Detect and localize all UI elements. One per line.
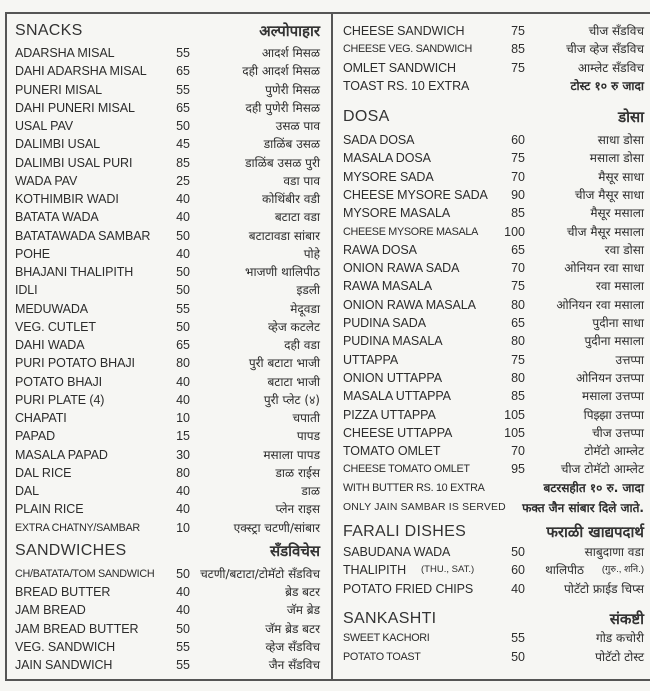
item-price: 65 — [176, 338, 190, 352]
butter-note-text-marathi: बटरसहीत १० रु. जादा — [543, 481, 644, 495]
item-name-marathi: मेदूवडा — [290, 301, 320, 316]
item-name-marathi: ओनियन रवा मसाला — [556, 297, 644, 312]
menu-item — [333, 259, 650, 277]
jain-note-text: ONLY JAIN SAMBAR IS SERVED — [343, 502, 506, 513]
item-name: CHEESE TOMATO OMLET — [343, 463, 470, 476]
item-price: 65 — [511, 242, 525, 257]
item-price: 40 — [176, 585, 190, 600]
item-name-marathi: पोटॅटो फ्राईड चिप्स — [563, 581, 644, 596]
section-title-marathi: संकष्टी — [609, 610, 644, 628]
menu-item — [333, 223, 650, 241]
menu-item — [0, 99, 332, 117]
item-name-marathi: ओनियन उत्तप्पा — [576, 370, 644, 385]
item-name-marathi: चीज मैसूर साधा — [574, 187, 644, 202]
item-name: POTATO BHAJI — [15, 374, 103, 389]
item-name-marathi: कोथिंबीर वडी — [262, 192, 320, 206]
item-name: POHE — [15, 246, 51, 261]
item-name: PIZZA UTTAPPA — [343, 407, 436, 422]
item-name-marathi: चीज मैसूर मसाला — [566, 224, 644, 239]
item-name-marathi-note: (गुरु., शनि.) — [601, 564, 644, 576]
item-name: POTATO TOAST — [343, 650, 421, 663]
item-price: 70 — [511, 444, 525, 459]
item-name-marathi: उत्तप्पा — [615, 352, 644, 367]
item-price: 70 — [511, 169, 525, 184]
item-name: BATATA WADA — [15, 210, 99, 225]
item-price: 75 — [511, 352, 525, 367]
menu-item — [0, 482, 332, 500]
item-name-marathi: बटाटा वडा — [274, 210, 320, 225]
item-name: USAL PAV — [15, 119, 74, 133]
menu-item — [333, 40, 650, 58]
item-price: 40 — [511, 581, 525, 596]
item-name: WADA PAV — [15, 173, 78, 188]
item-price: 50 — [176, 567, 190, 581]
menu-item — [0, 519, 332, 537]
item-name-marathi: पुरी प्लेट (४) — [263, 392, 320, 407]
menu-item — [333, 460, 650, 478]
dosa-header — [333, 106, 650, 124]
item-name-marathi: प्लेन राइस — [275, 502, 320, 517]
item-price: 95 — [511, 462, 525, 477]
item-price: 40 — [176, 502, 190, 517]
item-name: DAHI PUNERI MISAL — [15, 100, 135, 115]
section-title: FARALI DISHES — [343, 523, 467, 540]
item-price: 85 — [511, 206, 525, 221]
menu-item — [0, 427, 332, 445]
item-name: CHEESE UTTAPPA — [343, 425, 453, 440]
item-price: 40 — [176, 246, 190, 261]
item-name: CHEESE SANDWICH — [343, 24, 465, 38]
item-price: 80 — [511, 334, 525, 349]
item-name: CHEESE VEG. SANDWICH — [343, 43, 472, 56]
section-title: DOSA — [343, 108, 390, 125]
menu-item — [333, 580, 650, 598]
item-name: CH/BATATA/TOM SANDWICH — [15, 568, 155, 580]
menu-item — [333, 424, 650, 442]
item-name: PAPAD — [15, 429, 56, 444]
item-name: MYSORE SADA — [343, 169, 434, 184]
item-price: 40 — [176, 192, 190, 206]
item-name: VEG. CUTLET — [15, 319, 96, 334]
item-price: 50 — [176, 283, 190, 298]
item-price: 10 — [176, 411, 190, 425]
snacks-header — [0, 20, 332, 38]
item-name: JAM BREAD — [15, 603, 86, 618]
item-price: 50 — [176, 621, 190, 636]
item-name: BHAJANI THALIPITH — [15, 265, 134, 279]
item-price: 40 — [176, 392, 190, 407]
item-name-marathi: टोमॅटो आम्लेट — [584, 444, 644, 459]
item-name-note: (THU., SAT.) — [421, 564, 475, 576]
item-name-marathi: आदर्श मिसळ — [261, 46, 320, 60]
menu-item — [0, 565, 332, 583]
item-name: CHEESE MYSORE SADA — [343, 187, 488, 202]
item-price: 90 — [511, 187, 525, 202]
item-price: 60 — [511, 133, 525, 147]
item-name: VEG. SANDWICH — [15, 639, 116, 654]
menu-item — [333, 648, 650, 666]
item-price: 105 — [504, 425, 525, 440]
sankashti-header — [333, 608, 650, 626]
item-name: PURI POTATO BHAJI — [15, 356, 135, 371]
menu-item — [0, 620, 332, 638]
menu-item — [333, 22, 650, 40]
item-name: DAHI WADA — [15, 338, 85, 352]
item-name-marathi: जैन सँडविच — [268, 658, 320, 672]
item-name: ONION RAWA MASALA — [343, 297, 476, 312]
section-title: SANKASHTI — [343, 610, 437, 627]
item-name-marathi: जॅम ब्रेड बटर — [265, 621, 320, 636]
item-name-marathi: चपाती — [292, 411, 320, 425]
menu-item — [0, 62, 332, 80]
item-price: 15 — [176, 429, 190, 444]
item-name: POTATO FRIED CHIPS — [343, 581, 474, 596]
menu-item — [0, 208, 332, 226]
item-name-marathi: एक्स्ट्रा चटणी/सांबार — [233, 520, 320, 535]
menu-item — [333, 277, 650, 295]
item-name: SADA DOSA — [343, 133, 415, 147]
item-name: ONION RAWA SADA — [343, 261, 460, 276]
item-name: MASALA PAPAD — [15, 447, 108, 462]
item-name-marathi: दही पुणेरी मिसळ — [245, 100, 320, 115]
item-name-marathi: उसळ पाव — [275, 119, 320, 133]
item-price: 70 — [511, 261, 525, 276]
menu-item — [333, 314, 650, 332]
item-price: 55 — [176, 46, 190, 60]
item-name: KOTHIMBIR WADI — [15, 192, 119, 206]
menu-item — [333, 561, 650, 579]
item-name-marathi: पापड — [296, 429, 320, 444]
menu-item — [0, 391, 332, 409]
section-title: SANDWICHES — [15, 542, 127, 559]
item-name: OMLET SANDWICH — [343, 60, 456, 75]
menu-item — [0, 464, 332, 482]
menu-item — [0, 172, 332, 190]
sandwiches-header — [0, 540, 332, 558]
menu-item — [0, 601, 332, 619]
menu-item — [0, 281, 332, 299]
item-name-marathi: जॅम ब्रेड — [286, 603, 320, 618]
menu-item — [0, 117, 332, 135]
item-price: 40 — [176, 374, 190, 389]
item-name-marathi: बटाटावडा सांबार — [248, 228, 320, 243]
item-price: 60 — [511, 563, 525, 578]
item-name: CHEESE MYSORE MASALA — [343, 225, 478, 238]
item-name-marathi: ओनियन रवा साधा — [564, 261, 644, 276]
menu-item — [0, 336, 332, 354]
item-price: 50 — [176, 265, 190, 279]
jain-note-text-marathi: फक्त जैन सांबार दिले जाते. — [522, 501, 644, 515]
menu-item — [333, 332, 650, 350]
toast-note-text: TOAST RS. 10 EXTRA — [343, 79, 470, 93]
item-price: 65 — [511, 316, 525, 330]
item-price: 85 — [511, 389, 525, 404]
item-name: THALIPITH — [343, 563, 406, 578]
item-price: 55 — [511, 631, 525, 645]
item-name-marathi: पोहे — [303, 246, 320, 261]
item-price: 40 — [176, 603, 190, 618]
item-name: JAIN SANDWICH — [15, 658, 113, 672]
item-price: 55 — [176, 658, 190, 672]
menu-item — [0, 227, 332, 245]
item-name: PUDINA SADA — [343, 316, 426, 330]
toast-note-text-marathi: टोस्ट १० रु जादा — [570, 79, 644, 93]
menu-item — [333, 387, 650, 405]
item-name-marathi: साधा डोसा — [597, 133, 644, 147]
item-price: 45 — [176, 137, 190, 152]
item-name-marathi: व्हेज सँडविच — [265, 639, 320, 654]
section-title-marathi: फराळी खाद्यपदार्थ — [546, 523, 644, 541]
menu-item — [0, 245, 332, 263]
menu-item — [0, 190, 332, 208]
menu-item — [0, 446, 332, 464]
butter-note-text: WITH BUTTER RS. 10 EXTRA — [343, 482, 485, 494]
item-price: 50 — [511, 545, 525, 559]
item-name: UTTAPPA — [343, 352, 399, 367]
section-title-marathi: सँडविचेस — [269, 542, 320, 560]
section-title-marathi: अल्पोपाहार — [259, 22, 320, 40]
item-name: MASALA UTTAPPA — [343, 389, 451, 404]
item-name: TOMATO OMLET — [343, 444, 441, 459]
menu-item — [333, 442, 650, 460]
item-name: DAL — [15, 484, 40, 498]
menu-item — [0, 656, 332, 674]
menu-item — [0, 263, 332, 281]
item-name: ONION UTTAPPA — [343, 370, 442, 385]
menu-item — [0, 373, 332, 391]
menu-item — [0, 300, 332, 318]
item-name-marathi: दही आदर्श मिसळ — [242, 64, 320, 79]
item-name: CHAPATI — [15, 411, 67, 425]
item-name: DALIMBI USAL PURI — [15, 155, 133, 170]
item-name-marathi: चीज व्हेज सँडविच — [566, 42, 644, 57]
item-price: 85 — [176, 155, 190, 170]
item-price: 80 — [176, 356, 190, 371]
item-price: 50 — [176, 119, 190, 133]
item-name-marathi: मसाला डोसा — [589, 151, 644, 166]
item-name-marathi: डाळ — [301, 484, 320, 498]
item-name-marathi: डाळिंब उसळ पुरी — [245, 155, 320, 170]
menu-item — [333, 186, 650, 204]
jain-note — [333, 499, 650, 517]
item-price: 40 — [176, 210, 190, 225]
item-price: 65 — [176, 64, 190, 79]
item-price: 25 — [176, 173, 190, 188]
item-price: 40 — [176, 484, 190, 498]
item-name: JAM BREAD BUTTER — [15, 621, 139, 636]
menu-item — [0, 135, 332, 153]
item-name-marathi: चीज उत्तप्पा — [592, 425, 644, 440]
menu-item — [333, 296, 650, 314]
item-name: PUDINA MASALA — [343, 334, 443, 349]
item-name-marathi: डाळ राईस — [275, 465, 320, 480]
menu-item — [0, 154, 332, 172]
item-name: PUNERI MISAL — [15, 82, 103, 97]
item-name-marathi: चटणी/बटाटा/टोमॅटो सँडविच — [200, 567, 320, 581]
item-name-marathi: मैसूर मसाला — [590, 206, 644, 221]
menu-item — [0, 583, 332, 601]
item-price: 80 — [176, 465, 190, 480]
menu-item — [333, 131, 650, 149]
item-name: PLAIN RICE — [15, 502, 84, 517]
menu-item — [0, 409, 332, 427]
item-price: 50 — [511, 649, 525, 664]
menu-item — [333, 369, 650, 387]
menu-item — [333, 168, 650, 186]
item-name: MYSORE MASALA — [343, 206, 451, 221]
item-name: SABUDANA WADA — [343, 545, 451, 559]
menu-item — [333, 149, 650, 167]
item-name-marathi: इडली — [296, 283, 320, 298]
item-name-marathi: आम्लेट सँडविच — [577, 60, 644, 75]
menu-item — [0, 318, 332, 336]
farali-header — [333, 521, 650, 539]
item-price: 55 — [176, 82, 190, 97]
item-name-marathi: पुदीना साधा — [592, 316, 644, 330]
item-name: BREAD BUTTER — [15, 585, 111, 600]
item-name-marathi: थालिपीठ — [545, 563, 584, 578]
item-name-marathi: पुदीना मसाला — [584, 334, 644, 349]
item-price: 80 — [511, 297, 525, 312]
item-name: PURI PLATE (4) — [15, 392, 105, 407]
item-name-marathi: साबुदाणा वडा — [584, 545, 644, 559]
item-price: 100 — [504, 224, 525, 239]
item-name-marathi: दही वडा — [284, 338, 320, 352]
menu-item — [333, 543, 650, 561]
item-name-marathi: पिझ्झा उत्तप्पा — [583, 407, 644, 422]
item-name-marathi: रवा डोसा — [604, 242, 644, 257]
item-name-marathi: भाजणी थालिपीठ — [245, 265, 320, 279]
menu-item — [0, 500, 332, 518]
menu-item — [333, 629, 650, 647]
item-name: IDLI — [15, 283, 38, 298]
item-name-marathi: व्हेज कटलेट — [267, 319, 320, 334]
item-price: 105 — [504, 407, 525, 422]
item-name: RAWA DOSA — [343, 242, 417, 257]
menu-item — [0, 44, 332, 62]
item-name-marathi: पुरी बटाटा भाजी — [248, 356, 320, 371]
item-name: SWEET KACHORI — [343, 632, 430, 644]
item-price: 65 — [176, 100, 190, 115]
item-name-marathi: रवा मसाला — [595, 279, 644, 294]
item-name-marathi: वडा पाव — [283, 173, 320, 188]
menu-item — [333, 204, 650, 222]
item-price: 75 — [511, 60, 525, 75]
item-name: BATATAWADA SAMBAR — [15, 228, 151, 243]
item-price: 10 — [176, 520, 190, 535]
item-name: DALIMBI USAL — [15, 137, 100, 152]
item-name-marathi: मसाला पापड — [263, 447, 320, 462]
item-name: RAWA MASALA — [343, 279, 432, 294]
section-title: SNACKS — [15, 22, 83, 39]
item-price: 80 — [511, 370, 525, 385]
menu-item — [0, 638, 332, 656]
item-name: DAHI ADARSHA MISAL — [15, 64, 147, 79]
item-name-marathi: ब्रेड बटर — [285, 585, 320, 600]
item-price: 75 — [511, 279, 525, 294]
item-price: 75 — [511, 151, 525, 166]
item-price: 85 — [511, 42, 525, 57]
section-title-marathi: डोसा — [618, 108, 644, 126]
butter-note — [333, 479, 650, 497]
menu-item — [333, 241, 650, 259]
item-name-marathi: मसाला उत्तप्पा — [582, 389, 644, 404]
item-price: 55 — [176, 639, 190, 654]
item-name: MASALA DOSA — [343, 151, 431, 166]
menu-item — [333, 406, 650, 424]
item-name: ADARSHA MISAL — [15, 46, 115, 60]
item-name-marathi: गोड कचोरी — [595, 631, 644, 645]
item-name: EXTRA CHATNY/SAMBAR — [15, 521, 140, 534]
item-name-marathi: पोटॅटो टोस्ट — [595, 649, 644, 664]
item-price: 75 — [511, 24, 525, 38]
menu-item — [0, 354, 332, 372]
item-name-marathi: बटाटा भाजी — [267, 374, 320, 389]
item-price: 30 — [176, 447, 190, 462]
item-name-marathi: मैसूर साधा — [598, 169, 644, 184]
item-name: MEDUWADA — [15, 301, 89, 316]
item-price: 55 — [176, 301, 190, 316]
menu-item — [333, 59, 650, 77]
item-name-marathi: पुणेरी मिसळ — [265, 82, 320, 97]
item-price: 50 — [176, 228, 190, 243]
menu-item — [0, 81, 332, 99]
item-name-marathi: चीज सँडविच — [588, 24, 644, 38]
item-name: DAL RICE — [15, 465, 72, 480]
item-price: 50 — [176, 319, 190, 334]
item-name-marathi: डाळिंब उसळ — [263, 137, 320, 152]
item-name-marathi: चीज टोमॅटो आम्लेट — [560, 462, 644, 477]
toast-note — [333, 77, 650, 95]
menu-item — [333, 351, 650, 369]
